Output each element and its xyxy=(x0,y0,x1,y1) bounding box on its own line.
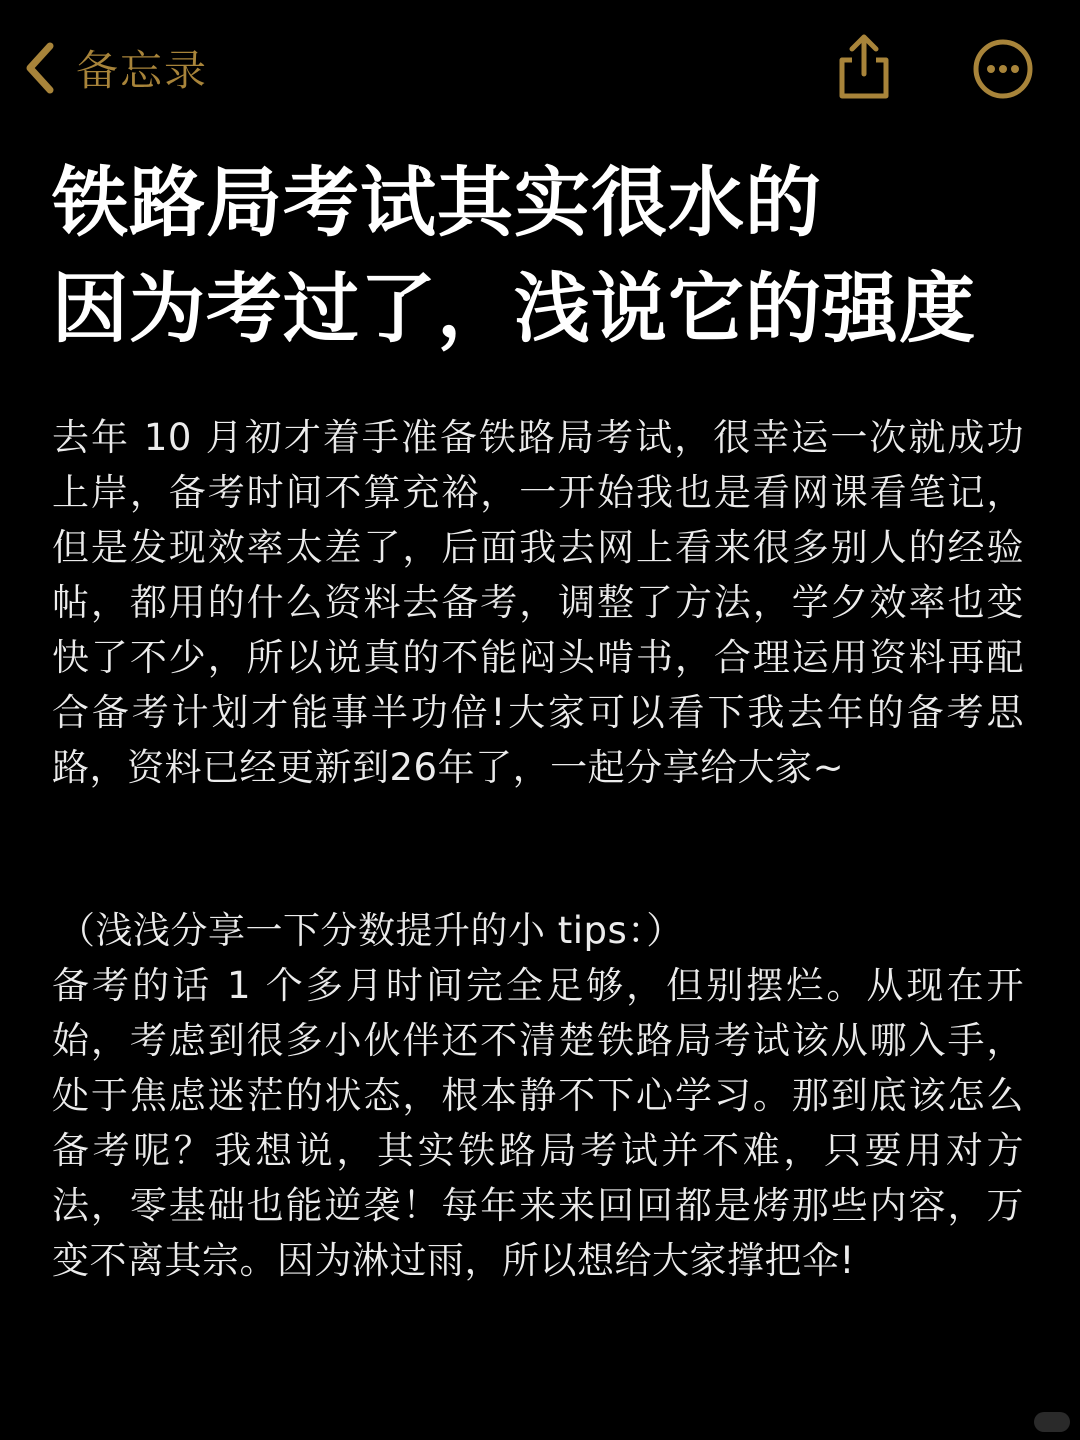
share-button[interactable] xyxy=(832,32,896,102)
watermark-logo xyxy=(1034,1412,1070,1432)
share-icon xyxy=(832,87,896,106)
note-title xyxy=(52,150,1052,362)
note-paragraph-1: 去年 10 月初才着手准备铁路局考试，很幸运一次就成功上岸，备考时间不算充裕，一开始我也是看网课看笔记，但是发现效率太差了，后面我去网上看来很多别人的经验帖，都用的什么资料去备考，调整了方法，学夕效率也变快了不少，所以说真的不能闷头啃书，合理运用资料再配合备考计划才能事半功倍!大家可以看下我去年的备考思路，资料已经更新到26年了，一起分享给大家~ xyxy=(52,416,1024,789)
note-title-line-1: 铁路局考试其实很水的 xyxy=(52,158,822,247)
note-title-line-2: 因为考过了，浅说它的强度 xyxy=(52,264,976,353)
ellipsis-circle-icon xyxy=(972,85,1034,104)
back-label: 备忘录 xyxy=(76,46,209,95)
chevron-left-icon xyxy=(22,40,58,96)
navigation-bar xyxy=(0,0,1080,140)
more-button[interactable] xyxy=(972,38,1034,100)
back-button[interactable] xyxy=(22,38,208,98)
tips-heading: （浅浅分享一下分数提升的小 tips：） xyxy=(58,909,684,952)
note-paragraph-2: 备考的话 1 个多月时间完全足够，但别摆烂。从现在开始，考虑到很多小伙伴还不清楚铁路局考试该从哪入手，处于焦虑迷茫的状态，根本静不下心学习。那到底该怎么备考呢？我想说，其实铁路局考试并不难，只要用对方法，零基础也能逆袭！每年来来回回都是烤那些内容，万变不离其宗。因为淋过雨，所以想给大家撑把伞! xyxy=(52,964,1024,1282)
